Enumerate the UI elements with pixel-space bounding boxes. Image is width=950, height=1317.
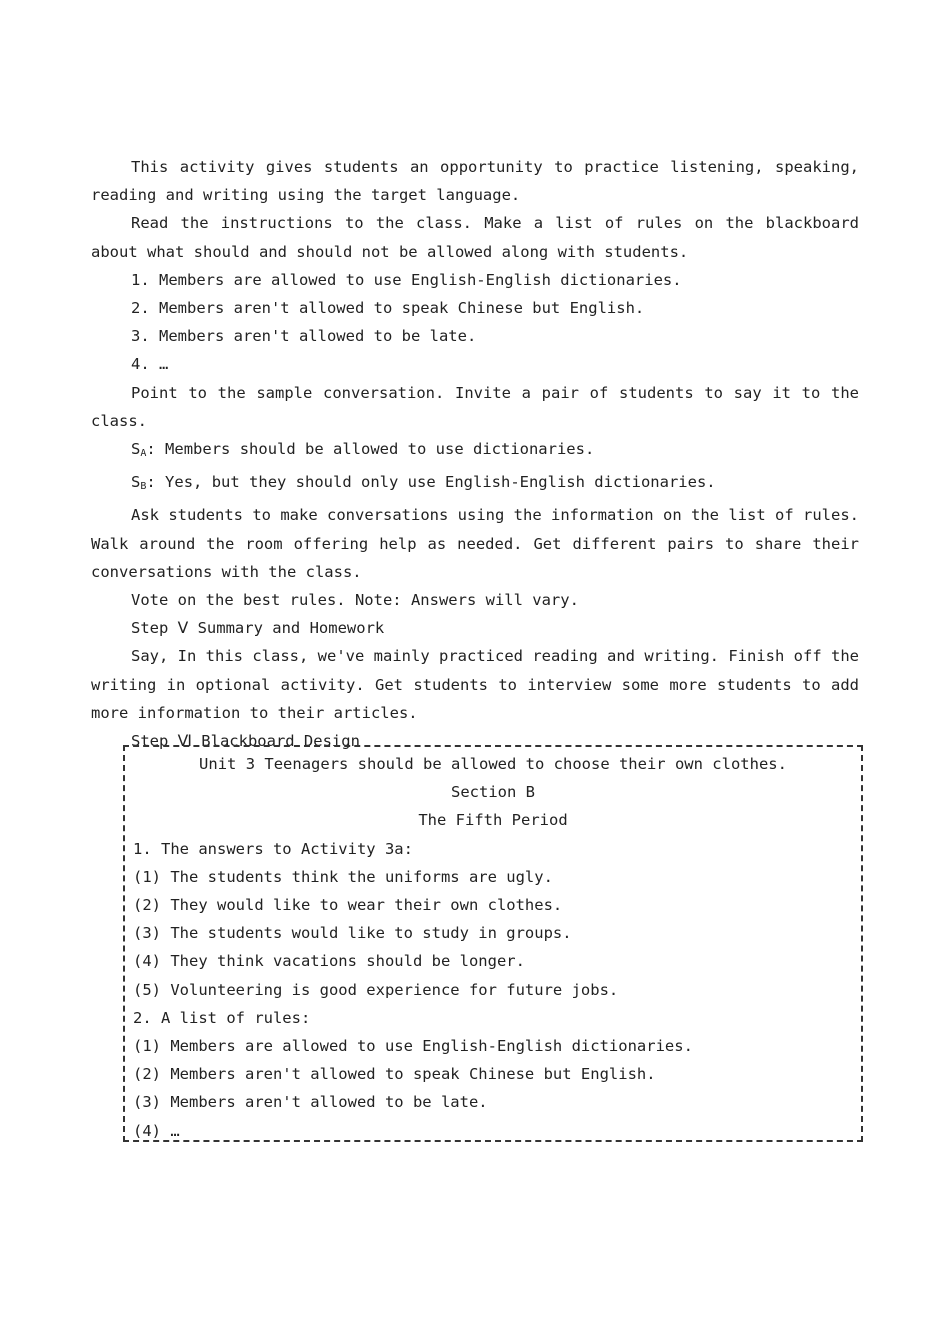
board-section: Section B	[451, 783, 535, 802]
board-answer-item: (2) They would like to wear their own clothes.	[133, 896, 563, 915]
paragraph-summary: Say, In this class, we've mainly practiced reading and writing. Finish off the writing in optional activity. Get students to interview some more students to add more information to their articles.	[91, 647, 859, 722]
board-answers-heading: 1. The answers to Activity 3a:	[133, 839, 413, 858]
paragraph-activity-intro: This activity gives students an opportunity to practice listening, speaking, reading and writing using the target language.	[91, 158, 859, 205]
board-answer-item: (3) The students would like to study in groups.	[133, 924, 572, 943]
rule-item-3: 3. Members aren't allowed to be late.	[131, 327, 477, 346]
board-answer-item: (1) The students think the uniforms are ugly.	[133, 867, 553, 886]
speaker-label: S	[131, 473, 141, 492]
paragraph-instructions: Read the instructions to the class. Make a list of rules on the blackboard about what should and should not be allowed along with students.	[91, 214, 859, 261]
rule-item-1: 1. Members are allowed to use English-English dictionaries.	[131, 270, 682, 289]
paragraph-vote: Vote on the best rules. Note: Answers will vary.	[131, 591, 579, 610]
dialogue-text: : Members should be allowed to use dictionaries.	[146, 440, 595, 459]
board-rule-item: (3) Members aren't allowed to be late.	[133, 1093, 488, 1112]
dialogue-text: : Yes, but they should only use English-English dictionaries.	[146, 473, 716, 492]
paragraph-sample-conversation: Point to the sample conversation. Invite a pair of students to say it to the class.	[91, 383, 859, 430]
speaker-subscript: B	[140, 481, 147, 493]
speaker-subscript: A	[140, 448, 147, 460]
rule-item-4: 4. …	[131, 355, 169, 374]
dialogue-line-sb	[91, 468, 859, 501]
board-title: Unit 3 Teenagers should be allowed to choose their own clothes.	[199, 755, 787, 773]
step-five-heading: Step Ⅴ Summary and Homework	[131, 619, 385, 638]
step-six-heading: Step Ⅵ Blackboard Design	[131, 732, 360, 751]
board-answer-item: (5) Volunteering is good experience for future jobs.	[133, 980, 619, 999]
lesson-text	[91, 153, 859, 755]
board-rule-item: (1) Members are allowed to use English-English dictionaries.	[133, 1037, 693, 1056]
blackboard-design-box	[123, 745, 863, 1142]
paragraph-conversations: Ask students to make conversations using the information on the list of rules. Walk around the room offering help as needed. Get different pairs to share their conversations with the class.	[91, 506, 859, 581]
speaker-label: S	[131, 440, 141, 459]
board-rules-heading: 2. A list of rules:	[133, 1008, 311, 1027]
rule-item-2: 2. Members aren't allowed to speak Chinese but English.	[131, 299, 645, 318]
board-period: The Fifth Period	[418, 811, 568, 830]
board-rule-item: (2) Members aren't allowed to speak Chinese but English.	[133, 1065, 656, 1084]
board-answer-item: (4) They think vacations should be longer.	[133, 952, 525, 971]
board-rule-item: (4) …	[133, 1121, 180, 1140]
dialogue-line-sa	[91, 435, 859, 468]
